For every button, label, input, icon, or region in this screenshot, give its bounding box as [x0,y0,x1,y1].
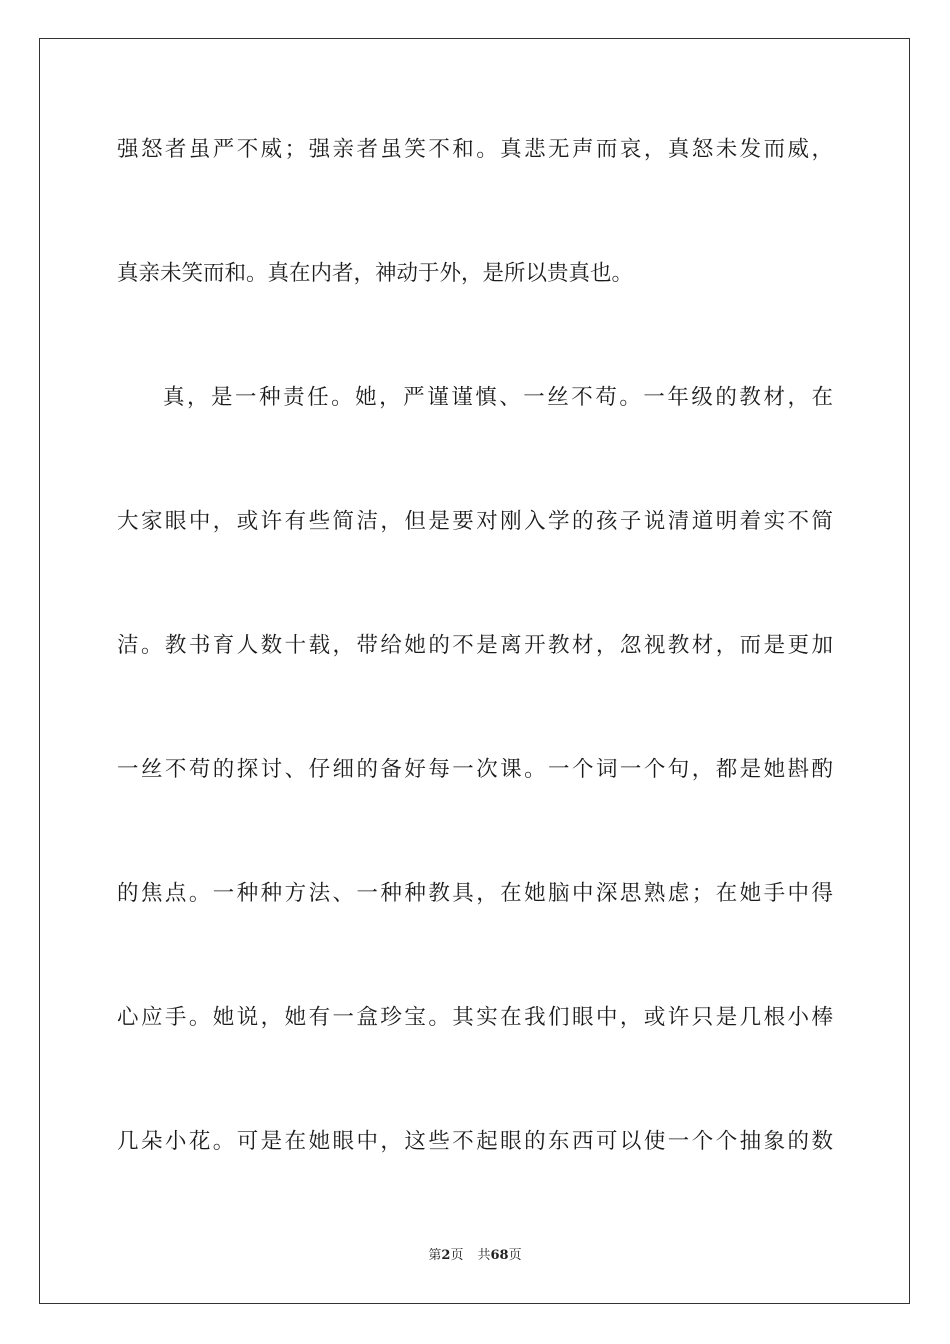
paragraph-line-9: 几朵小花。可是在她眼中，这些不起眼的东西可以使一个个抽象的数 [117,1129,833,1154]
footer-page-prefix: 第 [428,1248,442,1263]
paragraph-line-1: 强怒者虽严不威；强亲者虽笑不和。真悲无声而哀，真怒未发而威， [117,137,833,162]
paragraph-line-7: 的焦点。一种种方法、一种种教具，在她脑中深思熟虑；在她手中得 [117,881,833,906]
paragraph-line-4: 大家眼中，或许有些简洁，但是要对刚入学的孩子说清道明着实不简 [117,509,833,534]
paragraph-line-2: 真亲未笑而和。真在内者，神动于外，是所以贵真也。 [117,261,634,286]
paragraph-line-5: 洁。教书育人数十载，带给她的不是离开教材，忽视教材，而是更加 [117,633,833,658]
page-border [39,38,910,1304]
paragraph-line-8: 心应手。她说，她有一盒珍宝。其实在我们眼中，或许只是几根小棒 [117,1005,833,1030]
paragraph-line-6: 一丝不苟的探讨、仔细的备好每一次课。一个词一个句，都是她斟酌 [117,757,833,782]
footer-total-suffix: 页 [508,1248,522,1263]
footer-page-suffix: 页 [450,1248,464,1263]
footer-page-number: 2 [441,1248,451,1263]
footer-total-prefix: 共 [477,1248,491,1263]
paragraph-line-3: 真，是一种责任。她，严谨谨慎、一丝不苟。一年级的教材，在 [163,385,833,410]
footer-total-number: 68 [490,1248,509,1263]
page-footer [0,1247,950,1265]
